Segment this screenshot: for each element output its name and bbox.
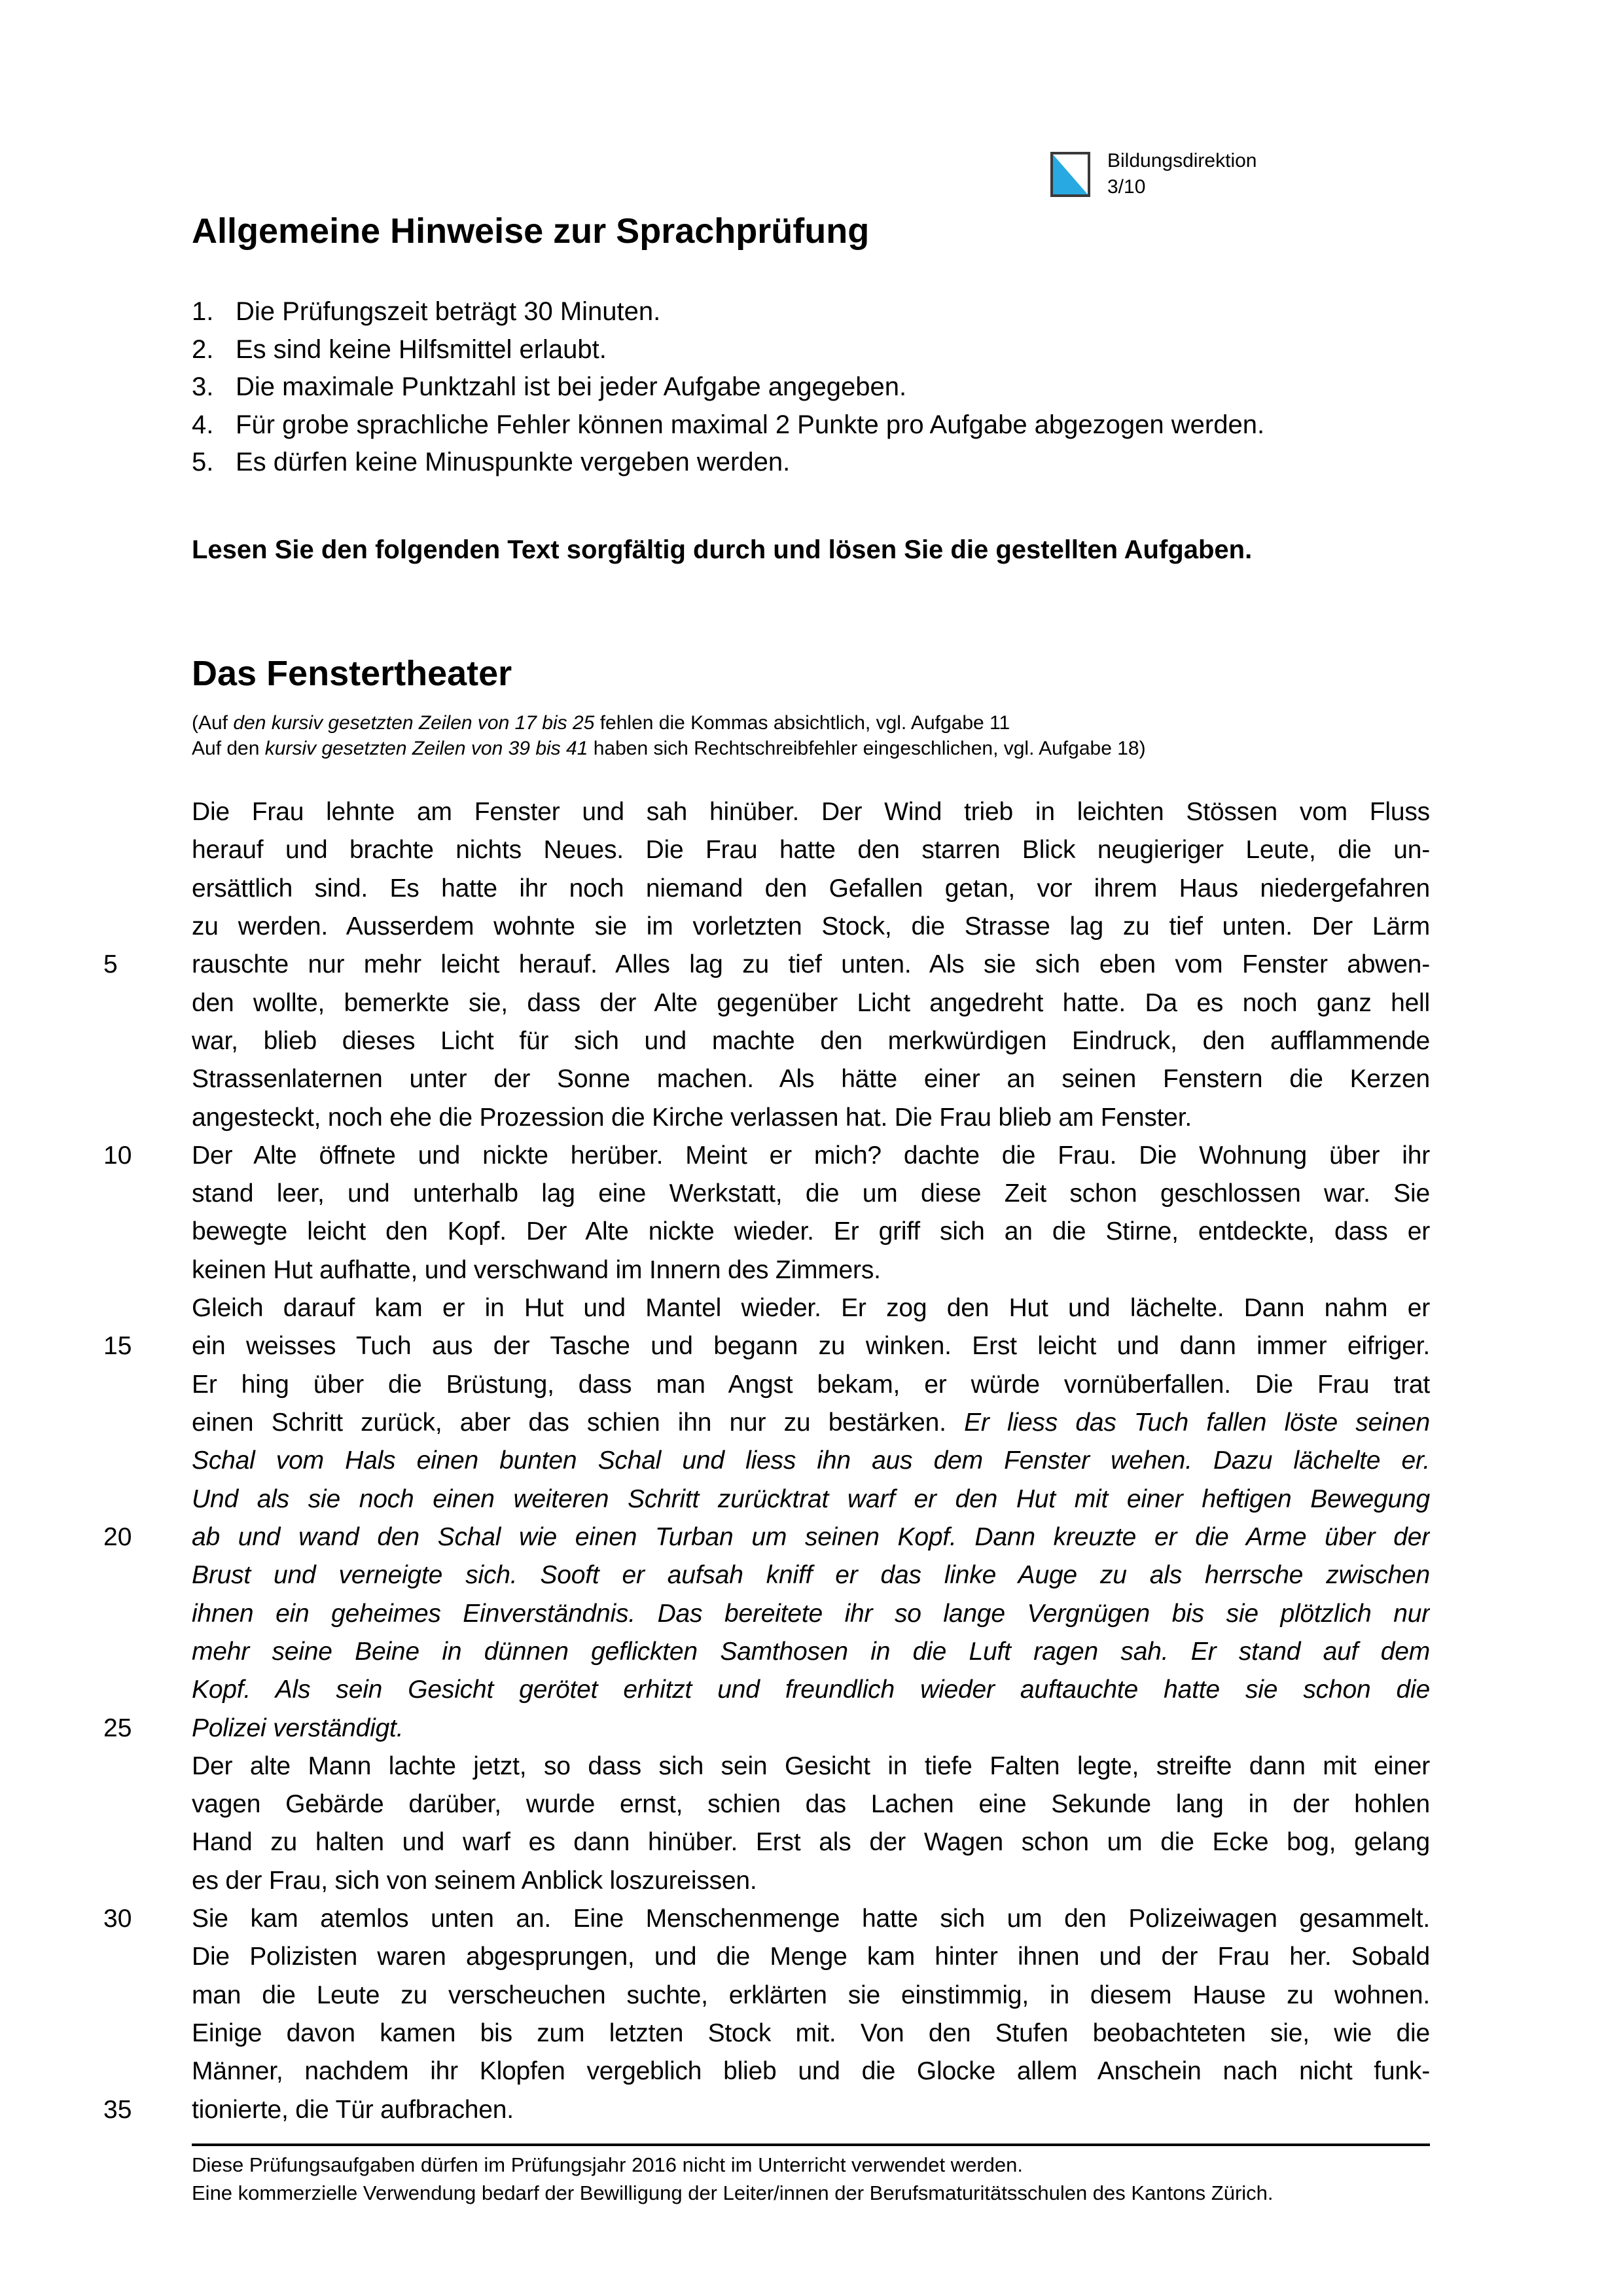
instruction-text: Es dürfen keine Minuspunkte vergeben werden.: [236, 448, 791, 476]
line-text: [192, 1366, 1430, 1404]
line-text: [192, 1137, 1430, 1175]
line-segment: stand leer, und unterhalb lag eine Werkstatt, die um diese Zeit schon geschlossen war. Sie: [192, 1179, 1430, 1208]
text-line: [192, 2015, 1430, 2053]
line-text: [192, 1480, 1430, 1518]
line-segment: Schal vom Hals einen bunten Schal und liess ihn aus dem Fenster wehen. Dazu lächelte er.: [192, 1446, 1430, 1475]
text-line: [192, 793, 1430, 831]
line-text: [192, 1595, 1430, 1633]
text-line: [192, 1099, 1430, 1137]
text-line: [192, 1366, 1430, 1404]
line-text: [192, 1518, 1430, 1556]
line-text: [192, 1785, 1430, 1823]
instruction-number: 1.: [192, 297, 214, 326]
instruction-number: 2.: [192, 334, 214, 364]
line-segment: vagen Gebärde darüber, wurde ernst, schien das Lachen eine Sekunde lang in der hohlen: [192, 1790, 1430, 1819]
text-line: [192, 1785, 1430, 1823]
read-instruction: Lesen Sie den folgenden Text sorgfältig durch und lösen Sie die gestellten Aufgaben.: [192, 535, 1253, 564]
line-segment: Brust und verneigte sich. Sooft er aufsah kniff er das linke Auge zu als herrsche zwischen: [192, 1561, 1430, 1590]
text-line: [192, 1862, 1430, 1900]
text-line: [103, 1327, 1430, 1365]
line-text: [192, 1823, 1430, 1861]
line-segment: Strassenlaternen unter der Sonne machen. Als hätte einer an seinen Fenstern die Kerzen: [192, 1065, 1430, 1094]
line-segment: Kopf. Als sein Gesicht gerötet erhitzt und freundlich wieder auftauchte hatte sie schon die: [192, 1676, 1430, 1704]
line-text: [192, 1251, 1430, 1289]
line-segment: Der alte Mann lachte jetzt, so dass sich sein Gesicht in tiefe Falten legte, streifte dann mit einer: [192, 1751, 1430, 1780]
text-line: [192, 908, 1430, 946]
line-segment: keinen Hut aufhatte, und verschwand im Innern des Zimmers.: [192, 1255, 881, 1284]
line-segment: ersättlich sind. Es hatte ihr noch niemand den Gefallen getan, vor ihrem Haus niedergefahren: [192, 874, 1430, 903]
text-line: [192, 1595, 1430, 1633]
instruction-text: Für grobe sprachliche Fehler können maximal 2 Punkte pro Aufgabe abgezogen werden.: [236, 410, 1265, 439]
instruction-item: [192, 368, 1264, 406]
line-segment: Der Alte öffnete und nickte herüber. Meint er mich? dachte die Frau. Die Wohnung über ihr: [192, 1141, 1430, 1170]
line-segment: man die Leute zu verscheuchen suchte, erklärten sie einstimmig, in diesem Hause zu wohnen.: [192, 1981, 1430, 2009]
line-segment: mehr seine Beine in dünnen geflickten Samthosen in die Luft ragen sah. Er stand auf dem: [192, 1637, 1430, 1666]
line-segment: den wollte, bemerkte sie, dass der Alte gegenüber Licht angedreht hatte. Da es noch ganz hell: [192, 988, 1430, 1017]
text-line: [192, 1748, 1430, 1785]
text-line: [103, 1710, 1430, 1748]
text-line: [192, 1022, 1430, 1060]
line-text: [192, 1556, 1430, 1594]
line-text: [192, 793, 1430, 831]
line-text: [192, 1327, 1430, 1365]
line-text: [192, 2015, 1430, 2053]
page-number: 3/10: [1107, 176, 1146, 198]
line-segment: bewegte leicht den Kopf. Der Alte nickte wieder. Er griff sich an die Stirne, entdeckte, dass er: [192, 1217, 1430, 1246]
page-title: Allgemeine Hinweise zur Sprachprüfung: [192, 211, 870, 251]
text-line: [192, 1442, 1430, 1480]
line-segment: Er hing über die Brüstung, dass man Angst bekam, er würde vornüberfallen. Die Frau trat: [192, 1370, 1430, 1399]
instructions-list: [192, 293, 1264, 482]
text-line: [192, 1671, 1430, 1709]
line-text: [192, 984, 1430, 1022]
line-text: [192, 908, 1430, 946]
line-segment: es der Frau, sich von seinem Anblick loszureissen.: [192, 1866, 757, 1895]
line-number: 35: [103, 2095, 132, 2124]
org-name: Bildungsdirektion: [1107, 150, 1257, 171]
text-line: [192, 1404, 1430, 1442]
line-number: 30: [103, 1905, 132, 1933]
text-line: [192, 1633, 1430, 1671]
line-text: [192, 1099, 1430, 1137]
line-text: [192, 2053, 1430, 2090]
line-text: [192, 831, 1430, 869]
text-line: [192, 1977, 1430, 2015]
line-text: [192, 1633, 1430, 1671]
line-number: 5: [103, 950, 118, 979]
instruction-number: 5.: [192, 448, 214, 476]
text-line: [192, 1938, 1430, 1976]
text-line: [192, 831, 1430, 869]
line-segment: rauschte nur mehr leicht herauf. Alles lag zu tief unten. Als sie sich eben vom Fenster abwen-: [192, 950, 1430, 979]
line-number: 20: [103, 1522, 132, 1551]
note-segment: fehlen die Kommas absichtlich, vgl. Aufgabe 11: [594, 712, 1010, 734]
footer-divider: [192, 2144, 1430, 2146]
text-line: [192, 984, 1430, 1022]
text-line: [192, 870, 1430, 908]
line-segment: Die Frau lehnte am Fenster und sah hinüber. Der Wind trieb in leichten Stössen vom Fluss: [192, 798, 1430, 826]
note-segment: Auf den: [192, 738, 265, 759]
line-segment: einen Schritt zurück, aber das schien ihn nur zu bestärken.: [192, 1408, 965, 1437]
line-text: [192, 1404, 1430, 1442]
line-segment: war, blieb dieses Licht für sich und machte den merkwürdigen Eindruck, den aufflammende: [192, 1026, 1430, 1055]
text-line: [192, 1289, 1430, 1327]
line-number: 10: [103, 1141, 132, 1170]
line-text: [192, 1060, 1430, 1098]
line-segment: angesteckt, noch ehe die Prozession die Kirche verlassen hat. Die Frau blieb am Fenster.: [192, 1103, 1192, 1132]
header: [1050, 148, 1257, 200]
text-line: [192, 1823, 1430, 1861]
line-text: [192, 1977, 1430, 2015]
instruction-text: Die maximale Punktzahl ist bei jeder Aufgabe angegeben.: [236, 372, 907, 401]
instruction-item: [192, 293, 1264, 331]
instruction-item: [192, 406, 1264, 444]
footer: [192, 2151, 1274, 2207]
line-text: [192, 1022, 1430, 1060]
line-text: [192, 1900, 1430, 1938]
line-segment: Er liess das Tuch fallen löste seinen: [964, 1408, 1430, 1437]
line-segment: ihnen ein geheimes Einverständnis. Das bereitete ihr so lange Vergnügen bis sie plötzlich nur: [192, 1599, 1430, 1628]
line-text: [192, 1710, 1430, 1748]
text-line: [103, 1518, 1430, 1556]
line-segment: tionierte, die Tür aufbrachen.: [192, 2095, 514, 2124]
line-segment: Hand zu halten und warf es dann hinüber. Erst als der Wagen schon um die Ecke bog, gelang: [192, 1828, 1430, 1857]
line-text: [192, 1442, 1430, 1480]
line-segment: Männer, nachdem ihr Klopfen vergeblich blieb und die Glocke allem Anschein nach nicht funk-: [192, 2057, 1430, 2086]
line-segment: ein weisses Tuch aus der Tasche und begann zu winken. Erst leicht und dann immer eifriger.: [192, 1332, 1430, 1361]
story-title: Das Fenstertheater: [192, 654, 512, 693]
note-line: [192, 710, 1146, 736]
footer-line: Eine kommerzielle Verwendung bedarf der Bewilligung der Leiter/innen der Berufsmaturitätsschulen des Kantons Zürich.: [192, 2181, 1274, 2204]
line-segment: Sie kam atemlos unten an. Eine Menschenmenge hatte sich um den Polizeiwagen gesammelt.: [192, 1905, 1430, 1933]
line-text: [192, 870, 1430, 908]
note-line: [192, 736, 1146, 761]
text-line: [192, 1251, 1430, 1289]
line-text: [192, 946, 1430, 984]
line-segment: Die Polizisten waren abgesprungen, und die Menge kam hinter ihnen und der Frau her. Sobald: [192, 1943, 1430, 1971]
line-segment: Einige davon kamen bis zum letzten Stock mit. Von den Stufen beobachteten sie, wie die: [192, 2019, 1430, 2047]
line-number: 25: [103, 1713, 132, 1742]
story-notes: [192, 710, 1146, 761]
text-line: [103, 2091, 1430, 2129]
line-segment: Polizei verständigt.: [192, 1713, 404, 1742]
text-line: [103, 946, 1430, 984]
text-line: [192, 1213, 1430, 1251]
instruction-item: [192, 331, 1264, 369]
instruction-number: 3.: [192, 372, 214, 401]
note-segment: haben sich Rechtschreibfehler eingeschlichen, vgl. Aufgabe 18): [588, 738, 1146, 759]
line-text: [192, 1289, 1430, 1327]
text-line: [192, 1480, 1430, 1518]
line-text: [192, 1938, 1430, 1976]
note-segment: den kursiv gesetzten Zeilen von 17 bis 25: [233, 712, 595, 734]
text-line: [192, 1175, 1430, 1213]
line-text: [192, 1213, 1430, 1251]
note-segment: (Auf: [192, 712, 234, 734]
instruction-text: Die Prüfungszeit beträgt 30 Minuten.: [236, 297, 661, 326]
instruction-number: 4.: [192, 410, 214, 439]
header-text: [1107, 148, 1257, 200]
text-line: [192, 2053, 1430, 2090]
text-line: [192, 1060, 1430, 1098]
story-text: [103, 793, 1430, 2129]
instruction-text: Es sind keine Hilfsmittel erlaubt.: [236, 334, 607, 364]
line-segment: Gleich darauf kam er in Hut und Mantel wieder. Er zog den Hut und lächelte. Dann nahm er: [192, 1294, 1430, 1323]
line-segment: ab und wand den Schal wie einen Turban um seinen Kopf. Dann kreuzte er die Arme über der: [192, 1522, 1430, 1551]
line-text: [192, 1862, 1430, 1900]
note-segment: kursiv gesetzten Zeilen von 39 bis 41: [264, 738, 588, 759]
line-text: [192, 1175, 1430, 1213]
line-segment: zu werden. Ausserdem wohnte sie im vorletzten Stock, die Strasse lag zu tief unten. Der Lärm: [192, 912, 1430, 941]
text-line: [192, 1556, 1430, 1594]
line-segment: Und als sie noch einen weiteren Schritt zurücktrat warf er den Hut mit einer heftigen Bewegung: [192, 1484, 1430, 1513]
footer-line: Diese Prüfungsaufgaben dürfen im Prüfungsjahr 2016 nicht im Unterricht verwendet werden.: [192, 2153, 1023, 2176]
line-segment: herauf und brachte nichts Neues. Die Frau hatte den starren Blick neugieriger Leute, die un-: [192, 836, 1430, 865]
line-number: 15: [103, 1332, 132, 1361]
line-text: [192, 1748, 1430, 1785]
line-text: [192, 1671, 1430, 1709]
text-line: [103, 1900, 1430, 1938]
instruction-item: [192, 444, 1264, 482]
zurich-flag-icon: [1050, 152, 1090, 197]
line-text: [192, 2091, 1430, 2129]
text-line: [103, 1137, 1430, 1175]
